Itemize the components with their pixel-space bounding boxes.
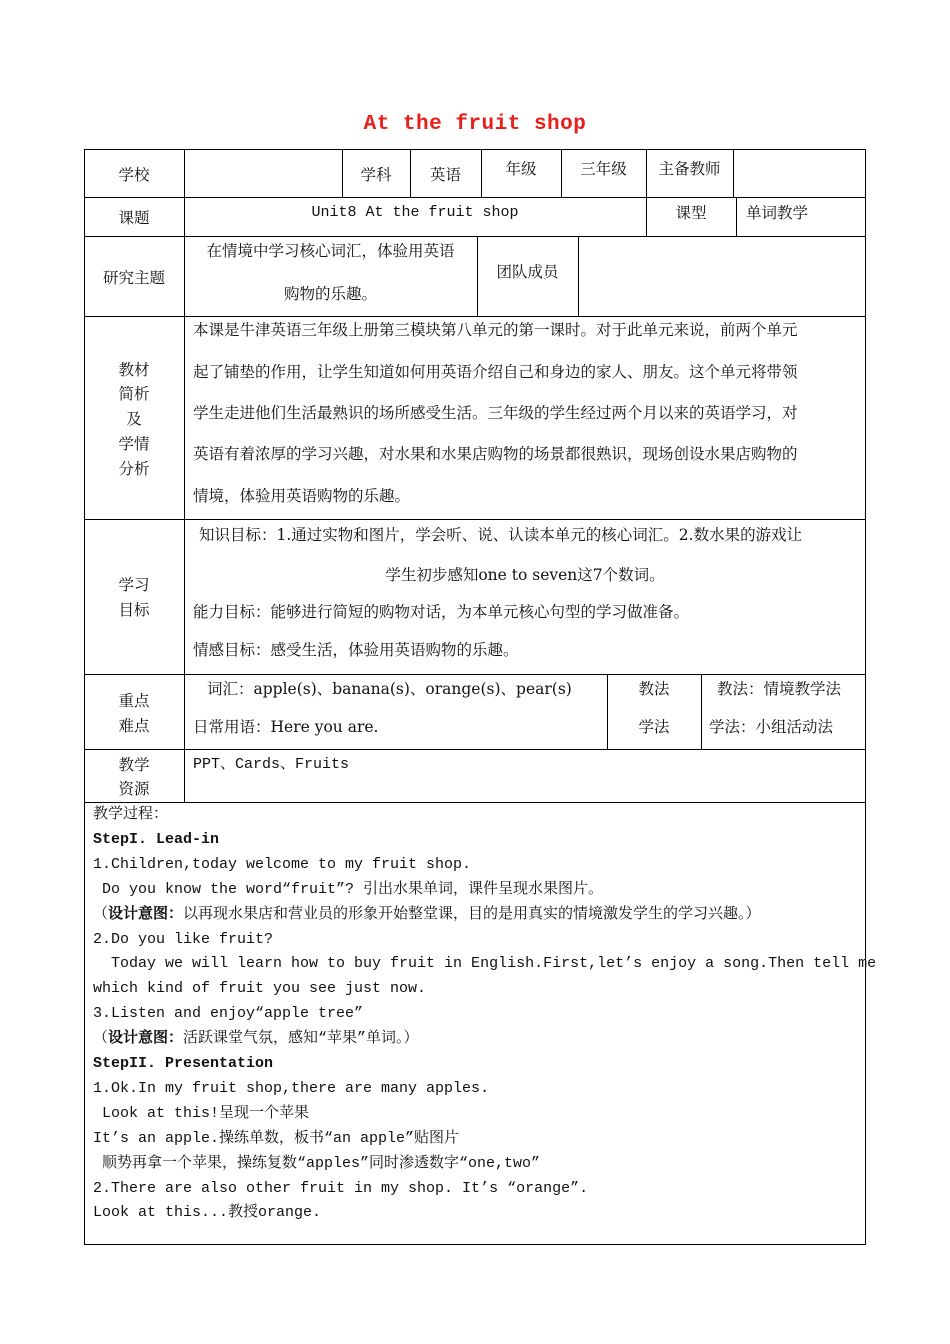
keypoints-label: 难点 [118,717,150,735]
analysis-text-line: 英语有着浓厚的学习兴趣，对水果和水果店购物的场景都很熟识，现场创设水果店购物的 [193,445,798,463]
row-divider [84,197,866,198]
resources-label: 资源 [118,780,150,798]
topic-label: 课题 [118,209,150,227]
process-line: 3.Listen and enjoy“apple tree” [93,1005,364,1023]
row-divider [84,749,866,750]
resources-label: 教学 [118,756,150,774]
resources-value: PPT、Cards、Fruits [193,756,350,773]
process-line: 2.There are also other fruit in my shop. It’s “orange”. [93,1179,589,1197]
research-topic-line: 在情境中学习核心词汇，体验用英语 [206,242,455,260]
teacher-label: 主备教师 [658,160,721,178]
process-line: （设计意图：活跃课堂气氛，感知“苹果”单词。） [93,1030,419,1048]
analysis-text-line: 情境，体验用英语购物的乐趣。 [193,487,411,505]
grade-label: 年级 [505,160,537,178]
daily-phrase: 日常用语：Here you are. [193,718,379,736]
ability-objective: 能力目标：能够进行简短的购物对话，为本单元核心句型的学习做准备。 [193,603,690,621]
research-topic-line: 购物的乐趣。 [283,285,377,303]
analysis-text-line: 起了铺垫的作用，让学生知道如何用英语介绍自己和身边的家人、朋友。这个单元将带领 [193,363,798,381]
team-members-label: 团队成员 [496,263,559,281]
process-line: Look at this!呈现一个苹果 [93,1104,310,1122]
teaching-method: 教法：情境教学法 [717,680,842,698]
process-line: 1.Ok.In my fruit shop,there are many apples. [93,1079,490,1097]
column-divider [578,236,579,316]
column-divider [733,149,734,197]
topic-value: Unit8 At the fruit shop [311,204,519,221]
process-line: 顺势再拿一个苹果，操练复数“apples”同时渗透数字“one,two” [93,1154,541,1172]
analysis-text-line: 本课是牛津英语三年级上册第三模块第八单元的第一课时。对于此单元来说，前两个单元 [193,321,798,339]
objectives-label: 目标 [118,601,150,619]
process-line: 1.Children,today welcome to my fruit shop. [93,855,472,873]
process-line: Do you know the word“fruit”? 引出水果单词，课件呈现水果图片。 [93,880,604,898]
keypoints-label: 重点 [118,692,150,710]
process-line: Look at this...教授orange. [93,1204,322,1222]
research-topic-label: 研究主题 [102,269,165,287]
row-divider [84,519,866,520]
school-label: 学校 [118,166,150,184]
process-line: （设计意图：以再现水果店和营业员的形象开始整堂课，目的是用真实的情境激发学生的学习兴趣。） [93,905,761,923]
process-line: 教学过程： [93,806,169,823]
method-label: 学法 [638,718,670,736]
column-divider [736,197,737,236]
process-line: 2.Do you like fruit? [93,930,274,948]
process-line: Today we will learn how to buy fruit in English.First,let’s enjoy a song.Then tell me [93,955,877,973]
analysis-label: 简析 [118,385,150,403]
lesson-type-value: 单词教学 [746,204,809,222]
process-step-heading: StepII. Presentation [93,1055,274,1072]
process-line: which kind of fruit you see just now. [93,980,427,998]
analysis-label: 分析 [118,460,150,478]
analysis-label: 学情 [118,435,150,453]
process-line: It’s an apple.操练单数，板书“an apple”贴图片 [93,1129,460,1147]
subject-value: 英语 [429,166,461,184]
document-title: At the fruit shop [363,113,587,136]
objectives-label: 学习 [118,576,150,594]
emotion-objective: 情感目标：感受生活，体验用英语购物的乐趣。 [193,641,519,659]
knowledge-objective-cont: 学生初步感知one to seven这7个数词。 [385,566,665,584]
lesson-type-label: 课型 [675,204,707,222]
analysis-text-line: 学生走进他们生活最熟识的场所感受生活。三年级的学生经过两个月以来的英语学习，对 [193,404,798,422]
subject-label: 学科 [360,166,392,184]
analysis-label: 教材 [118,361,150,379]
grade-value: 三年级 [580,160,627,178]
row-divider [84,674,866,675]
analysis-label: 及 [126,410,142,428]
learning-method: 学法：小组活动法 [709,718,834,736]
knowledge-objective: 知识目标：1.通过实物和图片，学会听、说、认读本单元的核心词汇。2.数水果的游戏让 [199,526,803,544]
row-divider [84,236,866,237]
vocabulary: 词汇：apple(s)、banana(s)、orange(s)、pear(s) [207,680,572,698]
column-divider [701,674,702,749]
row-divider [84,316,866,317]
row-divider [84,802,866,803]
process-step-heading: StepI. Lead-in [93,830,220,848]
method-label: 教法 [638,680,670,698]
